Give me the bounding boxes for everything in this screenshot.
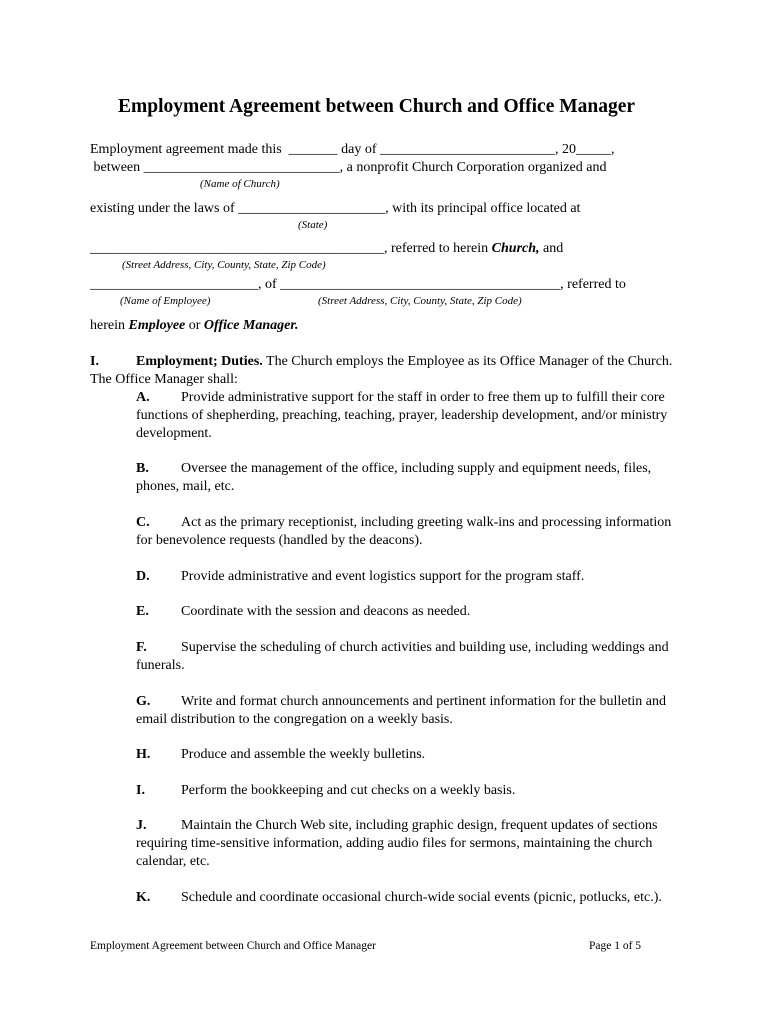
page-number: Page 1 of 5: [589, 940, 642, 952]
duty-item-label: G.: [136, 694, 151, 709]
agreement-line-5: ________________________, of ________________________________________, referred to: [90, 277, 626, 292]
duty-item-text: Act as the primary receptionist, including greeting walk-ins and processing information for benevolence requests (handled by the deacons).: [136, 515, 672, 548]
duty-item-f: [136, 639, 684, 675]
duty-item-label: A.: [136, 390, 150, 405]
duty-item-label: F.: [136, 640, 147, 655]
duty-item-e: [136, 603, 684, 621]
duty-item-d: [136, 568, 684, 586]
agreement-line-6-or: or: [185, 318, 204, 333]
duty-item-label: C.: [136, 515, 150, 530]
duty-item-label: E.: [136, 604, 149, 619]
duty-item-h: [136, 746, 684, 764]
duty-item-label: H.: [136, 747, 151, 762]
caption-name-of-employee: (Name of Employee): [120, 295, 211, 307]
agreement-line-6: [90, 319, 299, 333]
caption-employee-address: (Street Address, City, County, State, Zip Code): [318, 295, 522, 307]
church-term: Church,: [491, 241, 540, 256]
agreement-line-3: existing under the laws of _____________________, with its principal office located at: [90, 201, 581, 216]
duty-item-text: Perform the bookkeeping and cut checks on a weekly basis.: [181, 783, 516, 798]
duty-item-text: Oversee the management of the office, including supply and equipment needs, files, phones, mail, etc.: [136, 461, 652, 494]
duty-item-b: [136, 460, 684, 496]
caption-state: (State): [298, 219, 328, 231]
agreement-line-1: Employment agreement made this _______ day of _________________________, 20_____,: [90, 142, 615, 157]
document-title: Employment Agreement between Church and Office Manager: [118, 96, 636, 117]
employee-term: Employee: [128, 318, 186, 333]
agreement-line-4-text: __________________________________________, referred to herein: [90, 241, 492, 256]
agreement-line-2: between ____________________________, a nonprofit Church Corporation organized and: [90, 160, 607, 175]
duty-item-k: [136, 889, 684, 907]
duty-item-text: Provide administrative and event logistics support for the program staff.: [181, 569, 585, 584]
duty-item-text: Provide administrative support for the staff in order to free them up to fulfill their core functions of shepherding, preaching, teaching, prayer, leadership development, and/or ministry development.: [136, 390, 668, 441]
duty-item-label: D.: [136, 569, 150, 584]
duty-item-text: Schedule and coordinate occasional church-wide social events (picnic, potlucks, etc.).: [181, 890, 662, 905]
agreement-line-4: [90, 242, 563, 256]
caption-church-address: (Street Address, City, County, State, Zip Code): [122, 259, 326, 271]
section-heading: Employment; Duties.: [136, 354, 263, 369]
duty-item-a: [136, 389, 684, 443]
duty-item-text: Write and format church announcements and pertinent information for the bulletin and email distribution to the congregation on a weekly basis.: [136, 694, 666, 727]
footer-title: Employment Agreement between Church and Office Manager: [90, 940, 376, 952]
duty-item-c: [136, 514, 684, 550]
caption-name-of-church: (Name of Church): [200, 178, 280, 190]
duty-item-text: Supervise the scheduling of church activities and building use, including weddings and funerals.: [136, 640, 669, 673]
agreement-line-6-start: herein: [90, 318, 129, 333]
duty-item-j: [136, 817, 684, 871]
section-employment-duties: [90, 353, 680, 389]
section-intro: The Church employs the Employee as its Office Manager of the Church. The Office Manager shall:: [90, 354, 673, 387]
duty-item-label: I.: [136, 783, 145, 798]
agreement-line-4-end: and: [539, 241, 564, 256]
office-manager-term: Office Manager.: [203, 318, 299, 333]
section-number: I.: [90, 354, 99, 369]
duty-item-label: K.: [136, 890, 151, 905]
duty-item-g: [136, 693, 684, 729]
duty-item-label: J.: [136, 818, 147, 833]
duty-item-i: [136, 782, 684, 800]
duty-item-text: Produce and assemble the weekly bulletins.: [181, 747, 426, 762]
duty-item-label: B.: [136, 461, 149, 476]
duty-item-text: Coordinate with the session and deacons as needed.: [181, 604, 471, 619]
duty-item-text: Maintain the Church Web site, including graphic design, frequent updates of sections requiring time-sensitive information, adding audio files for sermons, maintaining the church calendar, etc.: [136, 818, 658, 869]
